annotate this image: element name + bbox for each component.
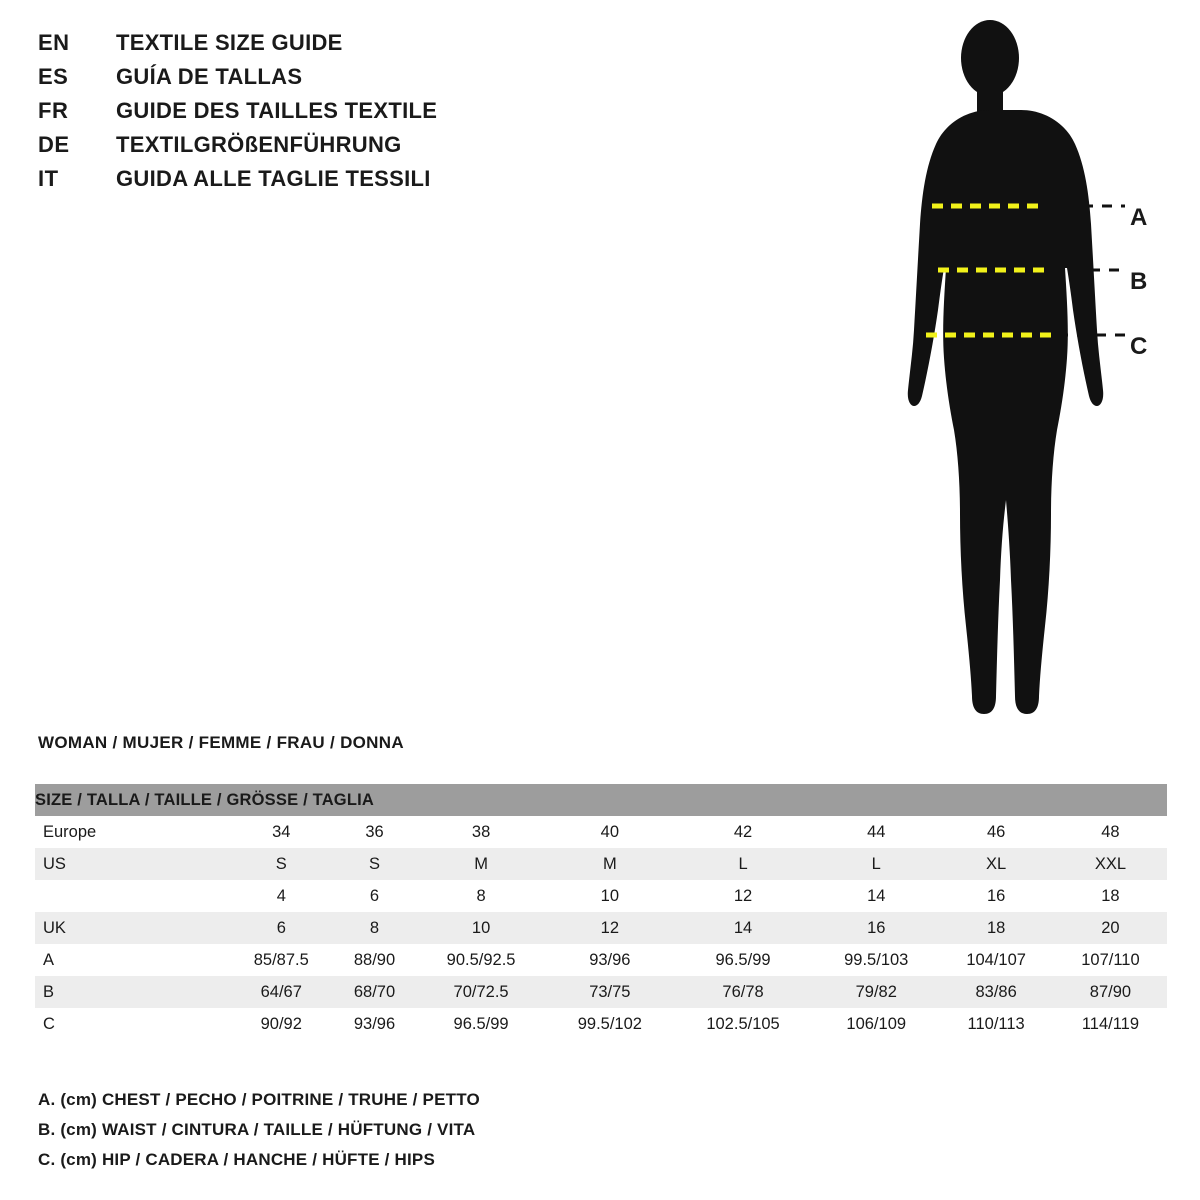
cell-uk-6: 18 bbox=[986, 918, 1006, 937]
title-text-de: TEXTILGRÖßENFÜHRUNG bbox=[116, 132, 402, 157]
title-row-en bbox=[38, 30, 558, 64]
cell-b-7: 87/90 bbox=[1089, 982, 1132, 1001]
cell-uk-3: 12 bbox=[600, 918, 620, 937]
cell-c-3: 99.5/102 bbox=[577, 1014, 642, 1033]
row-label-uk: UK bbox=[43, 918, 66, 937]
legend-row-b: B. (cm) WAIST / CINTURA / TAILLE / HÜFTUNG / VITA bbox=[38, 1120, 476, 1139]
cell-usnum-5: 14 bbox=[867, 886, 886, 905]
cell-europe-1: 36 bbox=[365, 822, 384, 841]
cell-europe-4: 42 bbox=[733, 822, 753, 841]
cell-uk-1: 8 bbox=[369, 918, 380, 937]
cell-us-0: S bbox=[275, 854, 287, 873]
cell-b-0: 64/67 bbox=[260, 982, 302, 1001]
cell-us-5: L bbox=[871, 854, 881, 873]
cell-us-7: XXL bbox=[1094, 854, 1127, 873]
cell-europe-5: 44 bbox=[867, 822, 886, 841]
table-row bbox=[35, 912, 1167, 944]
title-row-fr bbox=[38, 98, 558, 132]
size-table bbox=[35, 784, 1167, 1040]
row-label-a: A bbox=[43, 950, 55, 969]
row-label-us: US bbox=[43, 854, 66, 873]
table-row bbox=[35, 848, 1167, 880]
cell-a-5: 99.5/103 bbox=[844, 950, 909, 969]
row-label-c: C bbox=[43, 1014, 55, 1033]
title-row-it bbox=[38, 166, 558, 200]
cell-us-6: XL bbox=[986, 854, 1007, 873]
cell-b-4: 76/78 bbox=[722, 982, 764, 1001]
measure-letter-a: A bbox=[1130, 204, 1148, 231]
cell-c-5: 106/109 bbox=[846, 1014, 907, 1033]
cell-us-3: M bbox=[602, 854, 617, 873]
legend-row-a: A. (cm) CHEST / PECHO / POITRINE / TRUHE / PETTO bbox=[38, 1090, 480, 1109]
cell-c-7: 114/119 bbox=[1081, 1014, 1140, 1033]
section-label-woman: WOMAN / MUJER / FEMME / FRAU / DONNA bbox=[38, 733, 404, 752]
table-header-row bbox=[35, 784, 1167, 816]
cell-usnum-3: 10 bbox=[600, 886, 620, 905]
cell-c-4: 102.5/105 bbox=[706, 1014, 780, 1033]
table-row bbox=[35, 816, 1167, 848]
cell-usnum-6: 16 bbox=[986, 886, 1006, 905]
title-lang-en: EN bbox=[38, 30, 70, 55]
title-lang-es: ES bbox=[38, 64, 69, 89]
cell-uk-2: 10 bbox=[471, 918, 491, 937]
title-row-de bbox=[38, 132, 558, 166]
cell-a-1: 88/90 bbox=[353, 950, 396, 969]
row-label-europe: Europe bbox=[43, 822, 97, 841]
cell-uk-7: 20 bbox=[1101, 918, 1120, 937]
cell-europe-6: 46 bbox=[986, 822, 1006, 841]
cell-c-1: 93/96 bbox=[353, 1014, 396, 1033]
cell-us-4: L bbox=[738, 854, 748, 873]
cell-c-2: 96.5/99 bbox=[453, 1014, 509, 1033]
title-text-es: GUÍA DE TALLAS bbox=[116, 64, 303, 89]
cell-c-6: 110/113 bbox=[967, 1014, 1025, 1033]
cell-usnum-2: 8 bbox=[476, 886, 486, 905]
title-text-fr: GUIDE DES TAILLES TEXTILE bbox=[116, 98, 438, 123]
title-lang-it: IT bbox=[38, 166, 59, 191]
cell-a-3: 93/96 bbox=[589, 950, 631, 969]
cell-b-5: 79/82 bbox=[855, 982, 897, 1001]
table-row bbox=[35, 880, 1167, 912]
legend-row-c: C. (cm) HIP / CADERA / HANCHE / HÜFTE / HIPS bbox=[38, 1150, 436, 1169]
row-label-b: B bbox=[43, 982, 55, 1001]
cell-europe-7: 48 bbox=[1101, 822, 1120, 841]
cell-europe-2: 38 bbox=[471, 822, 491, 841]
legend-block bbox=[38, 1090, 838, 1180]
cell-uk-4: 14 bbox=[733, 918, 753, 937]
row-label-us-numeric bbox=[35, 880, 228, 912]
cell-a-0: 85/87.5 bbox=[253, 950, 309, 969]
cell-uk-0: 6 bbox=[276, 918, 286, 937]
cell-usnum-4: 12 bbox=[733, 886, 753, 905]
cell-a-6: 104/107 bbox=[966, 950, 1026, 969]
cell-a-4: 96.5/99 bbox=[715, 950, 771, 969]
measure-letter-c: C bbox=[1130, 333, 1148, 360]
table-header-label: SIZE / TALLA / TAILLE / GRÖSSE / TAGLIA bbox=[35, 790, 375, 809]
measure-letter-labels bbox=[1120, 18, 1180, 378]
cell-usnum-1: 6 bbox=[369, 886, 380, 905]
cell-b-1: 68/70 bbox=[353, 982, 396, 1001]
title-lang-fr: FR bbox=[38, 98, 69, 123]
table-row bbox=[35, 976, 1167, 1008]
cell-europe-0: 34 bbox=[272, 822, 291, 841]
cell-us-2: M bbox=[474, 854, 488, 873]
title-block bbox=[38, 30, 558, 200]
title-lang-de: DE bbox=[38, 132, 70, 157]
cell-a-2: 90.5/92.5 bbox=[446, 950, 516, 969]
cell-us-1: S bbox=[369, 854, 381, 873]
cell-b-6: 83/86 bbox=[975, 982, 1017, 1001]
title-text-en: TEXTILE SIZE GUIDE bbox=[116, 30, 343, 55]
cell-uk-5: 16 bbox=[867, 918, 886, 937]
title-row-es bbox=[38, 64, 558, 98]
cell-europe-3: 40 bbox=[600, 822, 620, 841]
cell-a-7: 107/110 bbox=[1081, 950, 1140, 969]
cell-c-0: 90/92 bbox=[260, 1014, 302, 1033]
table-row bbox=[35, 944, 1167, 976]
table-row bbox=[35, 1008, 1167, 1040]
cell-usnum-0: 4 bbox=[276, 886, 286, 905]
cell-b-2: 70/72.5 bbox=[453, 982, 509, 1001]
measure-letter-b: B bbox=[1130, 268, 1148, 295]
cell-b-3: 73/75 bbox=[589, 982, 631, 1001]
cell-usnum-7: 18 bbox=[1101, 886, 1120, 905]
title-text-it: GUIDA ALLE TAGLIE TESSILI bbox=[116, 166, 431, 191]
